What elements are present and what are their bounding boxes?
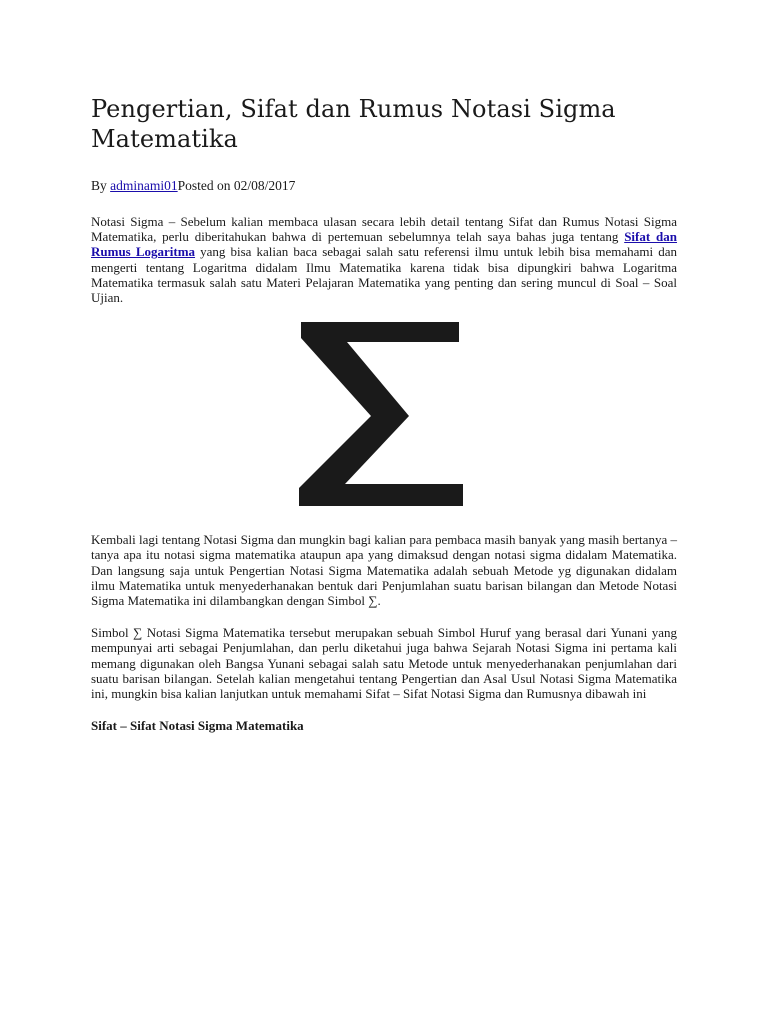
logaritma-article-link[interactable]: Sifat dan Rumus Logaritma — [91, 229, 678, 260]
intro-text-start: Notasi Sigma – Sebelum kalian membaca ulasan secara lebih detail tentang Sifat dan Rumus Notasi Sigma Matematika, perlu diberitahukan bahwa di pertemuan sebelumnya telah saya bahas juga tentang — [91, 214, 677, 245]
body-paragraph-3: Simbol ∑ Notasi Sigma Matematika tersebut merupakan sebuah Simbol Huruf yang berasal dari Yunani yang mempunyai arti sebagai Penjumlahan, dan perlu diketahui juga bahwa Sejarah Notasi Sigma ini pertama kali memang digunakan oleh Bangsa Yunani sebagai salah satu Metode untuk menyederhanakan penjumlahan dari suatu barisan bilangan. Setelah kalian mengetahui tentang Pengertian dan Asal Usul Notasi Sigma Matematika ini, mungkin bisa kalian lanjutkan untuk memahami Sifat – Sifat Notasi Sigma dan Rumusnya dibawah ini — [91, 625, 677, 702]
body-paragraph-2: Kembali lagi tentang Notasi Sigma dan mungkin bagi kalian para pembaca masih banyak yang masih bertanya – tanya apa itu notasi sigma matematika ataupun apa yang dimaksud dengan notasi sigma didalam Matematika. Dan langsung saja untuk Pengertian Notasi Sigma Matematika adalah sebuah Metode yg digunakan didalam ilmu Matematika untuk menyederhanakan bentuk dari Penjumlahan suatu barisan bilangan dan Metode Notasi Sigma Matematika ini dilambangkan dengan Simbol ∑. — [91, 532, 677, 609]
sigma-figure — [91, 318, 677, 532]
posted-date: Posted on 02/08/2017 — [177, 178, 296, 193]
article — [91, 94, 677, 733]
intro-paragraph — [91, 214, 677, 305]
byline — [91, 178, 677, 194]
author-link[interactable]: adminami01 — [110, 178, 178, 193]
sigma-symbol-icon — [297, 322, 463, 506]
intro-text-end: yang bisa kalian baca sebagai salah satu referensi ilmu untuk lebih bisa memahami dan mengerti tentang Logaritma didalam Ilmu Matematika karena tidak bisa dipungkiri bahwa Logaritma Matematika termasuk salah satu Materi Pelajaran Matematika yang penting dan sering muncul di Soal – Soal Ujian. — [91, 244, 677, 306]
byline-prefix: By — [91, 178, 111, 193]
article-title: Pengertian, Sifat dan Rumus Notasi Sigma Matematika — [91, 95, 616, 153]
section-subheading: Sifat – Sifat Notasi Sigma Matematika — [91, 718, 304, 734]
